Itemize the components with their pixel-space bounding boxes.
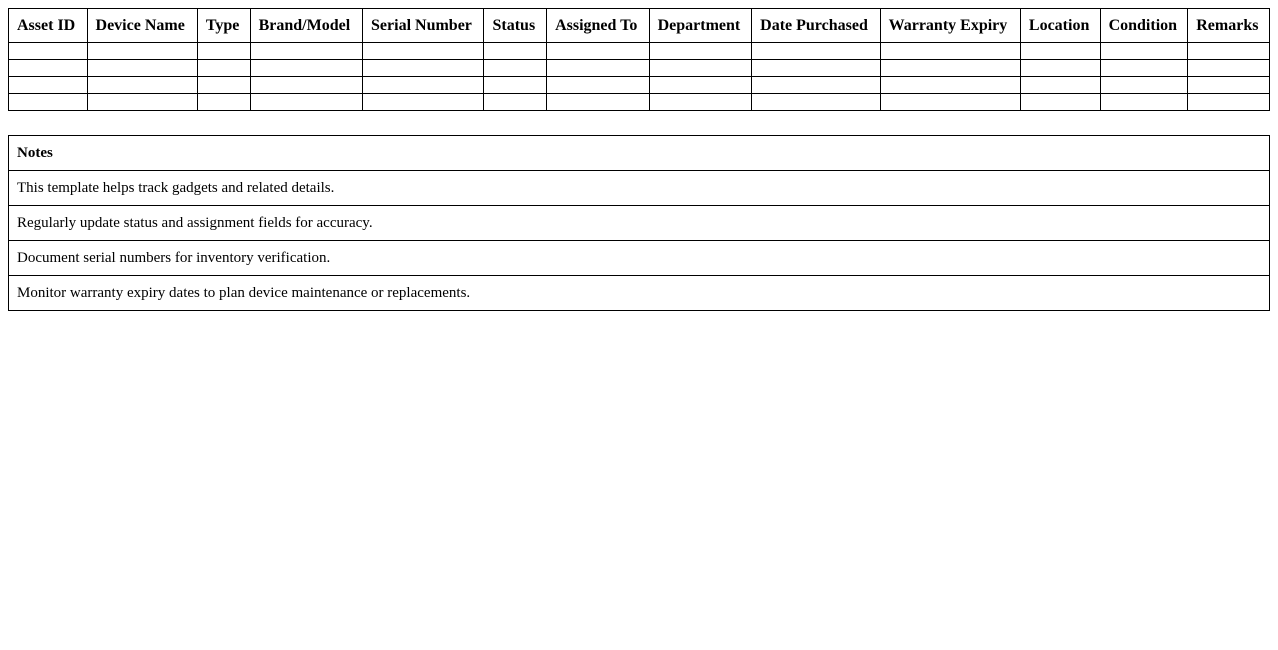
table-cell[interactable] bbox=[880, 94, 1020, 111]
table-cell[interactable] bbox=[1020, 77, 1100, 94]
table-row bbox=[9, 77, 1270, 94]
table-cell[interactable] bbox=[197, 94, 250, 111]
column-header-type: Type bbox=[197, 9, 250, 43]
column-header-department: Department bbox=[649, 9, 752, 43]
table-cell[interactable] bbox=[484, 60, 547, 77]
column-header-condition: Condition bbox=[1100, 9, 1188, 43]
column-header-status: Status bbox=[484, 9, 547, 43]
table-cell[interactable] bbox=[87, 43, 197, 60]
column-header-date-purchased: Date Purchased bbox=[752, 9, 880, 43]
notes-row bbox=[9, 171, 1270, 206]
table-cell[interactable] bbox=[752, 77, 880, 94]
table-cell[interactable] bbox=[484, 94, 547, 111]
column-header-brand-model: Brand/Model bbox=[250, 9, 362, 43]
notes-header: Notes bbox=[9, 136, 1270, 171]
column-header-assigned-to: Assigned To bbox=[547, 9, 650, 43]
table-cell[interactable] bbox=[363, 60, 484, 77]
table-cell[interactable] bbox=[1100, 94, 1188, 111]
table-cell[interactable] bbox=[250, 43, 362, 60]
table-cell[interactable] bbox=[752, 60, 880, 77]
notes-header-row bbox=[9, 136, 1270, 171]
table-cell[interactable] bbox=[87, 77, 197, 94]
table-cell[interactable] bbox=[752, 43, 880, 60]
column-header-warranty-expiry: Warranty Expiry bbox=[880, 9, 1020, 43]
table-row bbox=[9, 43, 1270, 60]
notes-row bbox=[9, 276, 1270, 311]
page bbox=[0, 0, 1278, 319]
table-cell[interactable] bbox=[1188, 60, 1270, 77]
table-cell[interactable] bbox=[547, 77, 650, 94]
table-cell[interactable] bbox=[649, 77, 752, 94]
table-cell[interactable] bbox=[880, 60, 1020, 77]
table-cell[interactable] bbox=[250, 94, 362, 111]
notes-row bbox=[9, 241, 1270, 276]
table-cell[interactable] bbox=[1100, 43, 1188, 60]
column-header-asset-id: Asset ID bbox=[9, 9, 88, 43]
table-cell[interactable] bbox=[484, 77, 547, 94]
table-cell[interactable] bbox=[1188, 94, 1270, 111]
note-item: Regularly update status and assignment fields for accuracy. bbox=[9, 206, 1270, 241]
table-cell[interactable] bbox=[363, 94, 484, 111]
table-cell[interactable] bbox=[547, 43, 650, 60]
table-cell[interactable] bbox=[9, 43, 88, 60]
table-cell[interactable] bbox=[547, 60, 650, 77]
table-cell[interactable] bbox=[197, 77, 250, 94]
table-cell[interactable] bbox=[87, 60, 197, 77]
note-item: Document serial numbers for inventory verification. bbox=[9, 241, 1270, 276]
table-cell[interactable] bbox=[363, 43, 484, 60]
table-cell[interactable] bbox=[752, 94, 880, 111]
notes-table bbox=[8, 135, 1270, 311]
table-cell[interactable] bbox=[1188, 43, 1270, 60]
table-cell[interactable] bbox=[1188, 77, 1270, 94]
header-row bbox=[9, 9, 1270, 43]
table-cell[interactable] bbox=[363, 77, 484, 94]
table-cell[interactable] bbox=[1020, 60, 1100, 77]
table-cell[interactable] bbox=[484, 43, 547, 60]
table-cell[interactable] bbox=[649, 60, 752, 77]
note-item: This template helps track gadgets and related details. bbox=[9, 171, 1270, 206]
table-cell[interactable] bbox=[87, 94, 197, 111]
table-cell[interactable] bbox=[880, 43, 1020, 60]
table-cell[interactable] bbox=[1020, 43, 1100, 60]
table-cell[interactable] bbox=[9, 77, 88, 94]
table-row bbox=[9, 60, 1270, 77]
table-cell[interactable] bbox=[9, 94, 88, 111]
table-cell[interactable] bbox=[250, 60, 362, 77]
notes-row bbox=[9, 206, 1270, 241]
column-header-serial-number: Serial Number bbox=[363, 9, 484, 43]
table-cell[interactable] bbox=[1020, 94, 1100, 111]
table-cell[interactable] bbox=[250, 77, 362, 94]
column-header-location: Location bbox=[1020, 9, 1100, 43]
column-header-device-name: Device Name bbox=[87, 9, 197, 43]
note-item: Monitor warranty expiry dates to plan device maintenance or replacements. bbox=[9, 276, 1270, 311]
table-cell[interactable] bbox=[197, 43, 250, 60]
table-cell[interactable] bbox=[880, 77, 1020, 94]
table-cell[interactable] bbox=[197, 60, 250, 77]
column-header-remarks: Remarks bbox=[1188, 9, 1270, 43]
table-cell[interactable] bbox=[1100, 77, 1188, 94]
table-row bbox=[9, 94, 1270, 111]
table-cell[interactable] bbox=[547, 94, 650, 111]
table-cell[interactable] bbox=[649, 94, 752, 111]
table-cell[interactable] bbox=[1100, 60, 1188, 77]
table-cell[interactable] bbox=[649, 43, 752, 60]
table-cell[interactable] bbox=[9, 60, 88, 77]
asset-tracker-table bbox=[8, 8, 1270, 111]
